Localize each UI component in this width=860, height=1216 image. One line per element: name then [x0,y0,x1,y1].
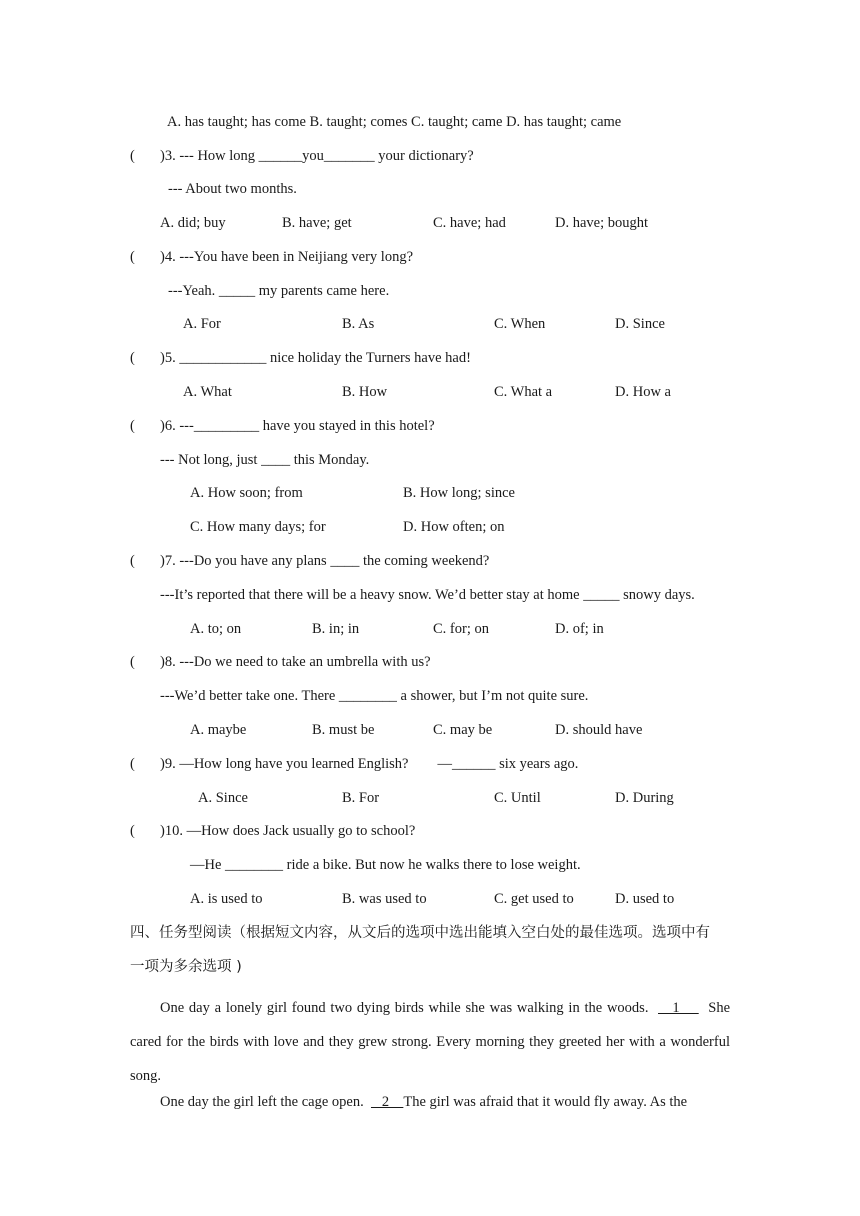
q4-option-d: D. Since [615,316,665,332]
q4-option-c: C. When [494,316,546,332]
q6-option-c: C. How many days; for [190,519,326,535]
q6-option-a: A. How soon; from [190,485,303,501]
q10-paren: ( [130,823,135,839]
q3-paren: ( [130,148,135,164]
q9-option-b: B. For [342,790,380,806]
q3-option-d: D. have; bought [555,215,649,231]
q7-option-b: B. in; in [312,621,360,637]
q5-option-c: C. What a [494,384,553,400]
q8-option-d: D. should have [555,722,643,738]
passage-p1-before: One day a lonely girl found two dying birds while she was walking in the woods. [160,1000,659,1016]
q3-option-c: C. have; had [433,215,506,231]
q7-option-d: D. of; in [555,621,604,637]
q3-stem: )3. --- How long ______you_______ your dictionary? [160,148,474,164]
q5-option-b: B. How [342,384,388,400]
q5-option-a: A. What [183,384,232,400]
section4-heading-line2: 一项为多余选项 ) [130,959,242,975]
q8-stem: )8. ---Do we need to take an umbrella with us? [160,654,431,670]
q3-option-a: A. did; buy [160,215,226,231]
q4-reply: ---Yeah. _____ my parents came here. [168,283,390,299]
q5-stem: )5. ____________ nice holiday the Turners have had! [160,350,471,366]
passage-paragraph-2 [130,1092,730,1112]
q7-option-a: A. to; on [190,621,242,637]
section4-heading-line1: 四、任务型阅读（根据短文内容，从文后的选项中选出能填入空白处的最佳选项。选项中有 [130,925,710,941]
q10-option-a: A. is used to [190,891,263,907]
q10-stem: )10. —How does Jack usually go to school? [160,823,416,839]
q7-reply: ---It’s reported that there will be a heavy snow. We’d better stay at home _____ snowy days. [160,587,695,603]
q6-option-b: B. How long; since [403,485,515,501]
q9-option-a: A. Since [198,790,248,806]
q4-stem: )4. ---You have been in Neijiang very long? [160,249,414,265]
passage-p1-after: She cared for the birds with love and they grew strong. Every morning they greeted her with a wonderful song. [130,1000,734,1084]
q8-option-a: A. maybe [190,722,247,738]
q6-option-d: D. How often; on [403,519,505,535]
q4-option-a: A. For [183,316,221,332]
q5-paren: ( [130,350,135,366]
passage-blank-2[interactable]: 2 [370,1094,404,1110]
q6-reply: --- Not long, just ____ this Monday. [160,452,370,468]
q10-option-c: C. get used to [494,891,574,907]
q3-option-b: B. have; get [282,215,352,231]
q10-option-d: D. used to [615,891,675,907]
q7-stem: )7. ---Do you have any plans ____ the coming weekend? [160,553,490,569]
passage-blank-1[interactable]: 1 [658,1000,699,1016]
q6-stem: )6. ---_________ have you stayed in this hotel? [160,418,435,434]
passage-p2-after: The girl was afraid that it would fly away. As the [403,1094,688,1110]
q6-paren: ( [130,418,135,434]
q2-options: A. has taught; has come B. taught; comes C. taught; came D. has taught; came [167,114,622,130]
passage-p2-before: One day the girl left the cage open. [160,1094,371,1110]
q8-option-c: C. may be [433,722,493,738]
q5-option-d: D. How a [615,384,671,400]
q4-paren: ( [130,249,135,265]
q9-stem: )9. —How long have you learned English? —______ six years ago. [160,756,579,772]
q9-paren: ( [130,756,135,772]
q9-option-c: C. Until [494,790,541,806]
q8-option-b: B. must be [312,722,375,738]
q8-paren: ( [130,654,135,670]
q4-option-b: B. As [342,316,375,332]
passage-paragraph-1 [130,991,734,1093]
q9-option-d: D. During [615,790,674,806]
q10-reply: —He ________ ride a bike. But now he walks there to lose weight. [190,857,581,873]
q7-paren: ( [130,553,135,569]
q8-reply: ---We’d better take one. There ________ a shower, but I’m not quite sure. [160,688,589,704]
q3-reply: --- About two months. [168,181,297,197]
q10-option-b: B. was used to [342,891,427,907]
q7-option-c: C. for; on [433,621,489,637]
